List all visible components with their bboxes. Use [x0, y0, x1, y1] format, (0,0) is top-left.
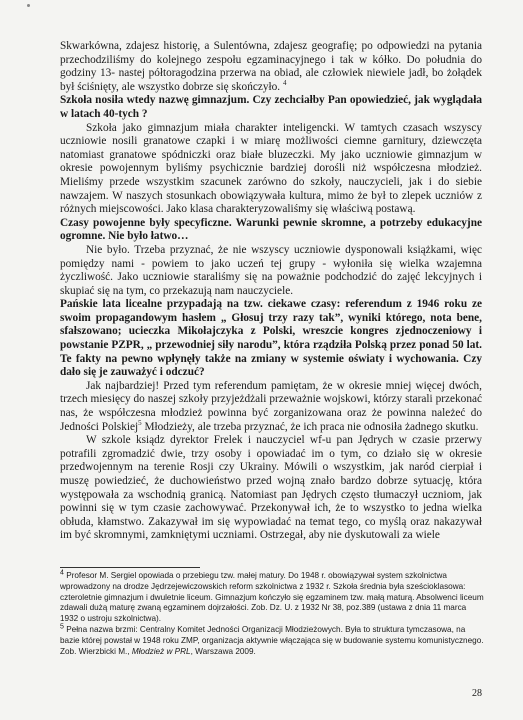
main-text — [60, 40, 482, 543]
question-2: Czasy powojenne były specyficzne. Warunki pewnie skromne, a potrzeby edukacyjne ogromne. Nie było łatwo… — [60, 216, 482, 243]
scan-speck — [27, 4, 30, 7]
footnote-4: $^4$ Profesor M. Sergiel opowiada o przebiegu tzw. małej matury. Do 1948 r. obowiązywał system szkolnictwa wprowadzony na drodze Jędrzejewiczowskich reform szkolnictwa z 1932 r. Szkoła średnia była sześcioklasowa: czteroletnie gimnazjum i dwuletnie liceum. Gimnazjum kończyło się egzaminem tzw. małą maturą. Absolwenci liceum zdawali dużą maturę zwaną egzaminem dojrzałości. Zob. Dz. U. z 1932 Nr 38, poz.389 (ustawa z dnia 11 marca 1932 o ustroju szkolnictwa). — [60, 569, 484, 624]
footnote-ref-4: 4 — [282, 79, 287, 88]
paragraph-3: Nie było. Trzeba przyznać, że nie wszyscy uczniowie dysponowali książkami, więc pomiędzy nami - powiem to jako uczeń tej grupy - wyłoniła się wielka wzajemna życzliwość. Jako uczniowie staraliśmy się na poważnie podchodzić do zajęć lekcyjnych i skupiać się na tym, co przekazują nam nauczyciele. — [60, 243, 482, 297]
paragraph-5: W szkole ksiądz dyrektor Frelek i nauczyciel wf-u pan Jędrych w czasie przerwy potrafili zgromadzić dwie, trzy osoby i opowiadać im o tym, co działo się w okresie przedwojennym na terenie Rosji czy Ukrainy. Mówili o wszystkim, jak naród cierpiał i muszę powiedzieć, że duchowieństwo przed wojną znało bardzo dobrze sytuację, która występowała za wschodnią granicą. Natomiast pan Jędrych często tłumaczył uczniom, jak powinni się w tym czasie zachowywać. Przekonywał ich, że to wszystko to jedna wielka obłuda, kłamstwo. Zakazywał im się wypowiadać na temat tego, co myślą oraz nakazywał im być skromnymi, zamkniętymi uczniami. Ostrzegał, aby nie dyskutowali za wiele — [60, 434, 482, 542]
footnote-5: $^5$ Pełna nazwa brzmi: Centralny Komitet Jedności Organizacji Młodzieżowych. Była to struktura tymczasowa, na bazie której powstał w 1948 roku ZMP, organizacja aktywnie włączająca się w budowanie systemu komunistycznego. Zob. Wierzbicki M., Młodzież w PRL, Warszawa 2009. — [60, 623, 484, 656]
paragraph-1: Skwarkówna, zdajesz historię, a Sulentówna, zdajesz geografię; po odpowiedzi na pytania przechodziliśmy do kolejnego zespołu egzaminacyjnego i tak w kółko. Do południa do godziny 13- nastej półtoragodzina przerwa na obiad, ale człowiek niewiele jadł, bo żołądek był ściśnięty, ale wszystko dobrze się skończyło. $^4$ — [60, 40, 482, 93]
paragraph-4: Jak najbardziej! Przed tym referendum pamiętam, że w okresie mniej więcej dwóch, trzech miesięcy do naszej szkoły przyjeżdżali przeważnie wojskowi, którzy starali przekonać nas, że współczesna młodzież powinna być zorganizowana oraz że powinna należeć do Jedności Polskiej$^5$ Młodzieży, ale trzeba przyznać, że ich praca nie odnosiła żadnego skutku. — [60, 379, 482, 433]
footnote-separator — [60, 567, 200, 568]
footnotes — [60, 571, 485, 657]
page-number: 28 — [472, 688, 482, 699]
question-3: Pańskie lata licealne przypadają na tzw. ciekawe czasy: referendum z 1946 roku ze swoim propagandowym hasłem „ Głosuj trzy razy tak”, wyniki którego, nota bene, sfałszowano; ucieczka Mikołajczyka z Polski, wreszcie kongres zjednoczeniowy i powstanie PZPR, „ przewodniej siły narodu”, która rządziła Polską przez ponad 50 lat. Te fakty na pewno wpłynęły także na zmiany w systemie oświaty i wychowania. Czy dało się je zauważyć i odczuć? — [60, 298, 482, 379]
question-1: Szkoła nosiła wtedy nazwę gimnazjum. Czy zechciałby Pan opowiedzieć, jak wyglądała w latach 40-tych ? — [60, 94, 482, 120]
paragraph-2: Szkoła jako gimnazjum miała charakter inteligencki. W tamtych czasach wszyscy uczniowie nosili granatowe czapki i w miarę możliwości ciemne garnitury, dziewczęta natomiast granatowe spódniczki oraz białe bluzeczki. My jako uczniowie gimnazjum w okresie powojennym byliśmy psychicznie bardziej dorośli niż współczesna młodzież. Mieliśmy przede wszystkim szacunek zarówno do szkoły, nauczycieli, jak i do siebie nawzajem. W naszych stosunkach obowiązywała kultura, mimo że był to zlepek uczniów z różnych miejscowości. Jako klasa charakteryzowaliśmy się właściwą postawą. — [60, 121, 482, 216]
footnote-ref-5: 5 — [138, 418, 142, 427]
